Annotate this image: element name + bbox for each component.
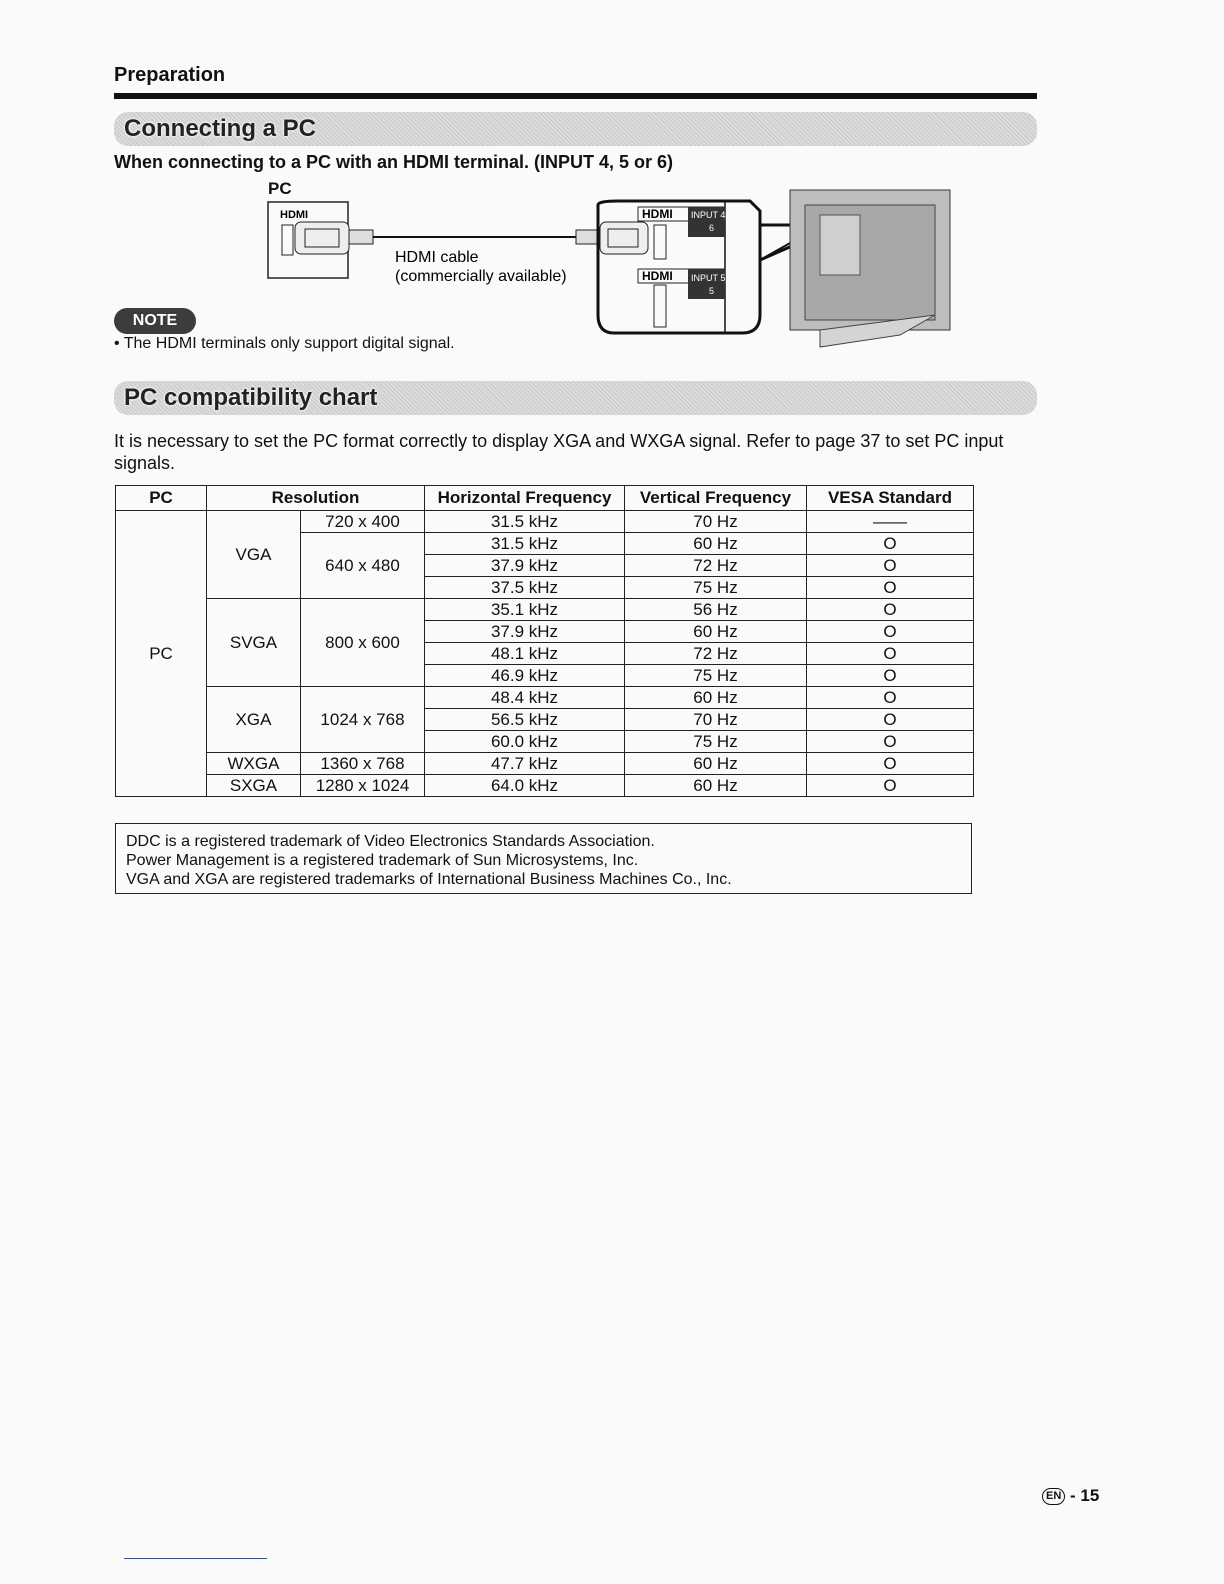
v-freq: 60 Hz [625, 753, 807, 775]
vesa: O [807, 621, 974, 643]
language-badge: EN [1042, 1488, 1065, 1505]
input5-port [654, 285, 666, 327]
h-freq: 37.9 kHz [425, 621, 625, 643]
page-number-text: - 15 [1070, 1486, 1100, 1505]
h-freq: 31.5 kHz [425, 533, 625, 555]
v-freq: 60 Hz [625, 533, 807, 555]
v-freq: 56 Hz [625, 599, 807, 621]
h-freq: 48.4 kHz [425, 687, 625, 709]
v-freq: 70 Hz [625, 511, 807, 533]
res-640x480: 640 x 480 [301, 533, 425, 599]
table-row [116, 753, 974, 775]
v-freq: 72 Hz [625, 555, 807, 577]
v-freq: 60 Hz [625, 775, 807, 797]
vesa: O [807, 577, 974, 599]
connecting-banner-title: Connecting a PC [124, 115, 317, 142]
table-row [116, 775, 974, 797]
pc-compatibility-table [115, 485, 974, 797]
group-svga: SVGA [207, 599, 301, 687]
table-row [116, 511, 974, 533]
header-vesa-standard: VESA Standard [807, 486, 974, 511]
vesa: O [807, 555, 974, 577]
h-freq: 46.9 kHz [425, 665, 625, 687]
cable-label-2: (commercially available) [395, 268, 567, 285]
cable-plug-right [600, 222, 648, 254]
connecting-subheading: When connecting to a PC with an HDMI terminal. (INPUT 4, 5 or 6) [114, 152, 674, 172]
res-1024x768: 1024 x 768 [301, 687, 425, 753]
tv-rear-illustration [790, 190, 950, 347]
v-freq: 60 Hz [625, 621, 807, 643]
chart-intro: It is necessary to set the PC format correctly to display XGA and WXGA signal. Refer to page 37 to set PC input signals. [114, 431, 1004, 473]
input5-label: INPUT 5 [691, 273, 726, 283]
cable-label-1: HDMI cable [395, 249, 479, 266]
trademark-line: Power Management is a registered trademark of Sun Microsystems, Inc. [126, 852, 639, 869]
vesa: O [807, 753, 974, 775]
header-pc: PC [116, 486, 207, 511]
v-freq: 75 Hz [625, 731, 807, 753]
h-freq: 60.0 kHz [425, 731, 625, 753]
vesa: O [807, 687, 974, 709]
header-horizontal-frequency: Horizontal Frequency [425, 486, 625, 511]
pc-device-label: PC [268, 179, 292, 198]
h-freq: 47.7 kHz [425, 753, 625, 775]
pc-cell: PC [116, 511, 207, 797]
v-freq: 75 Hz [625, 577, 807, 599]
header-resolution: Resolution [207, 486, 425, 511]
input4-label: INPUT 4 [691, 210, 726, 220]
connecting-banner [114, 112, 1037, 146]
trademark-line: VGA and XGA are registered trademarks of International Business Machines Co., Inc. [126, 871, 732, 888]
vesa: O [807, 643, 974, 665]
tv-hdmi-logo-4: HDMI [642, 207, 673, 221]
note-badge: NOTE [114, 308, 196, 334]
hdmi-connection-diagram [260, 185, 960, 350]
group-vga: VGA [207, 511, 301, 599]
h-freq: 64.0 kHz [425, 775, 625, 797]
input4-port-number: 6 [709, 223, 715, 233]
group-xga: XGA [207, 687, 301, 753]
v-freq: 60 Hz [625, 687, 807, 709]
h-freq: 37.9 kHz [425, 555, 625, 577]
res-720x400: 720 x 400 [301, 511, 425, 533]
vesa: O [807, 709, 974, 731]
group-sxga: SXGA [207, 775, 301, 797]
header-vertical-frequency: Vertical Frequency [625, 486, 807, 511]
h-freq: 37.5 kHz [425, 577, 625, 599]
note-text: • The HDMI terminals only support digital signal. [114, 335, 455, 352]
res-1280x1024: 1280 x 1024 [301, 775, 425, 797]
h-freq: 31.5 kHz [425, 511, 625, 533]
res-800x600: 800 x 600 [301, 599, 425, 687]
h-freq: 56.5 kHz [425, 709, 625, 731]
vesa: O [807, 731, 974, 753]
vesa: —— [807, 511, 974, 533]
group-wxga: WXGA [207, 753, 301, 775]
chart-banner [114, 381, 1037, 415]
vesa: O [807, 665, 974, 687]
table-header-row [116, 486, 974, 511]
tv-hdmi-logo-5: HDMI [642, 269, 673, 283]
header-rule [114, 93, 1037, 99]
trademark-line: DDC is a registered trademark of Video Electronics Standards Association. [126, 833, 655, 850]
table-row [116, 687, 974, 709]
h-freq: 35.1 kHz [425, 599, 625, 621]
vesa: O [807, 775, 974, 797]
table-row [116, 599, 974, 621]
trademark-box [115, 823, 972, 894]
scan-line-mark [124, 1558, 267, 1559]
v-freq: 72 Hz [625, 643, 807, 665]
section-label: Preparation [114, 64, 226, 86]
page-number [1042, 1486, 1099, 1506]
cable-plug-left [295, 222, 349, 254]
vesa: O [807, 533, 974, 555]
res-1360x768: 1360 x 768 [301, 753, 425, 775]
v-freq: 70 Hz [625, 709, 807, 731]
vesa: O [807, 599, 974, 621]
input4-port [654, 225, 666, 259]
v-freq: 75 Hz [625, 665, 807, 687]
input5-port-number: 5 [709, 286, 715, 296]
pc-hdmi-logo: HDMI [280, 209, 309, 221]
chart-banner-title: PC compatibility chart [124, 384, 378, 411]
h-freq: 48.1 kHz [425, 643, 625, 665]
